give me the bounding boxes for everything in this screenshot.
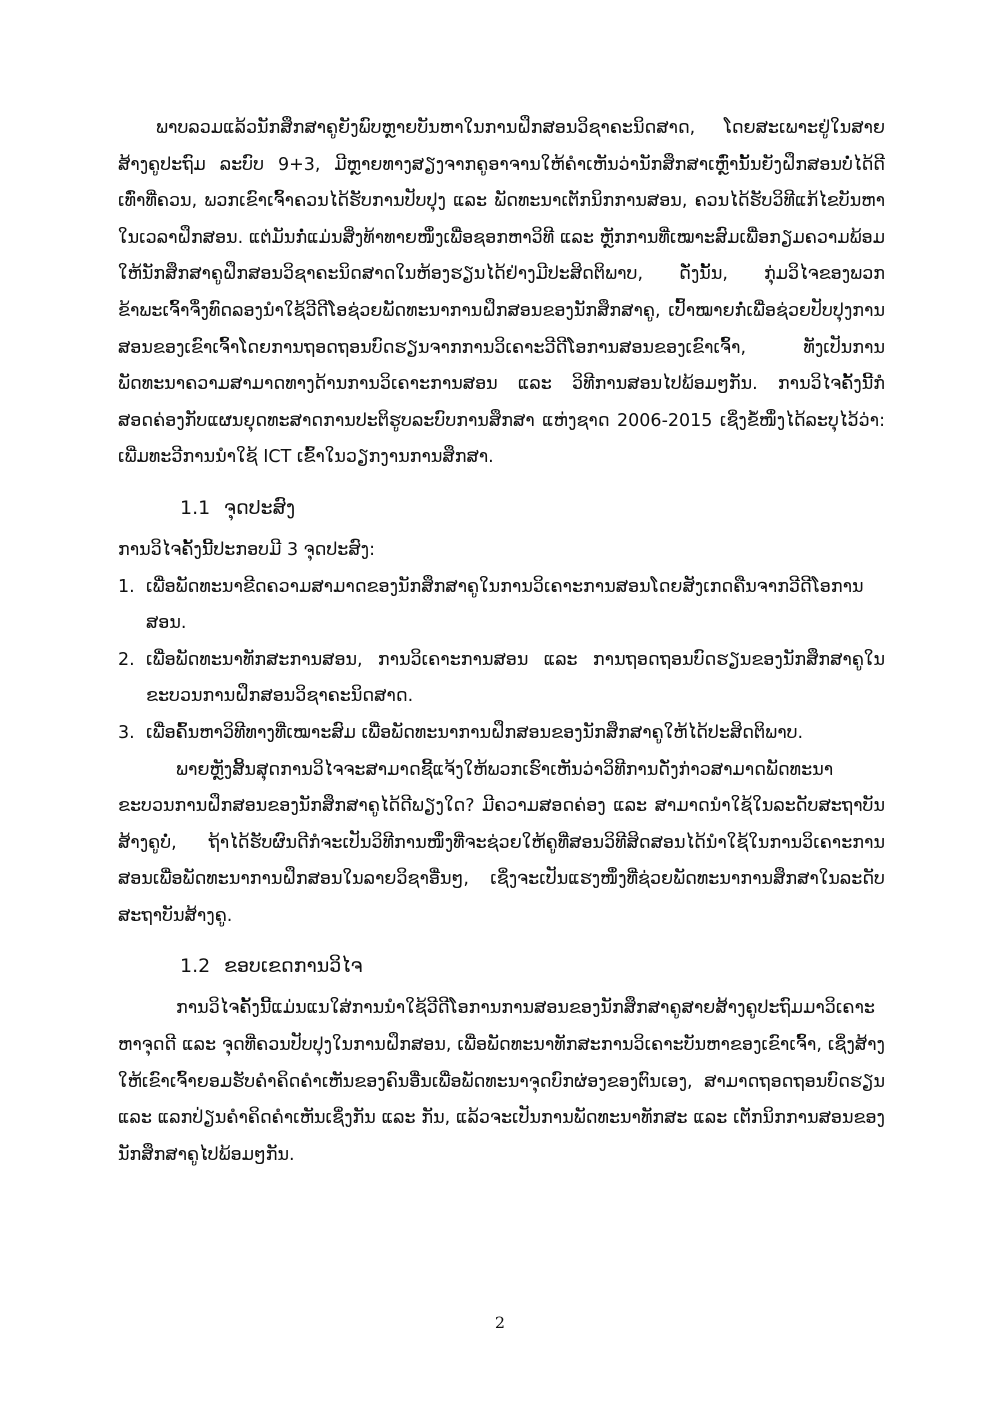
page-number: 2 — [494, 1313, 506, 1332]
objectives-conclusion: ພາຍຫຼັງສິ້ນສຸດການວິໄຈຈະສາມາດຊີ້ແຈ້ງໃຫ້ພວກເຮົາເຫັນວ່າວິທີການດັ່ງກ່າວສາມາດພັດທະນາຂະບວນການຝຶກສອນຂອງນັກສຶກສາຄູໄດ້ດີພຽງໃດ? ມີຄວາມສອດຄ່ອງ ແລະ ສາມາດນໍາໃຊ້ໃນລະດັບສະຖາບັນສ້າງຄູບໍ່, ຖ້າໄດ້ຮັບຜົນດີກໍຈະເປັນວິທີການໜຶ່ງທີ່ຈະຊ່ວຍໃຫ້ຄູທີ່ສອນວິທີສິດສອນໄດ້ນໍາໃຊ້ໃນການວິເຄາະການສອນເພື່ອພັດທະນາການຝຶກສອນໃນລາຍວິຊາອື່ນໆ, ເຊິ່ງຈະເປັນແຮງໜຶ່ງທີ່ຊ່ວຍພັດທະນາການສຶກສາໃນລະດັບສະຖາບັນສ້າງຄູ. — [118, 759, 885, 926]
list-item-text: ເພື່ອພັດທະນາທັກສະການສອນ, ການວິເຄາະການສອນ ແລະ ການຖອດຖອນບົດຮຽນຂອງນັກສຶກສາຄູໃນຂະບວນການຝຶກສອນວິຊາຄະນິດສາດ. — [146, 649, 885, 707]
section-heading-objectives — [180, 490, 885, 526]
section-title: ຈຸດປະສົງ — [224, 496, 296, 519]
list-item-text: ເພື່ອພັດທະນາຂີດຄວາມສາມາດຂອງນັກສຶກສາຄູໃນການວິເຄາະການສອນໂດຍສັງເກດຄືນຈາກວີດີໂອການສອນ. — [146, 576, 864, 634]
list-item-number: 1. — [118, 576, 135, 597]
body-paragraph: ພາບລວມແລ້ວນັກສຶກສາຄູຍັງພົບຫຼາຍບັນຫາໃນການຝຶກສອນວິຊາຄະນິດສາດ, ໂດຍສະເພາະຢູ່ໃນສາຍສ້າງຄູປະຖົມ ລະບົບ 9+3, ມີຫຼາຍທາງສຽງຈາກຄູອາຈານໃຫ້ຄໍາເຫັນວ່ານັກສຶກສາເຫຼົ່ານັ້ນຍັງຝຶກສອນບໍ່ໄດ້ດີເທົ່າທີ່ຄວນ, ພວກເຂົາເຈົ້າຄວນໄດ້ຮັບການປັບປຸງ ແລະ ພັດທະນາເຕັກນິກການສອນ, ຄວນໄດ້ຮັບວິທີແກ້ໄຂບັນຫາໃນເວລາຝຶກສອນ. ແຕ່ມັນກໍ່ແມ່ນສິ່ງທ້າທາຍໜຶ່ງເພື່ອຊອກຫາວິທີ ແລະ ຫຼັກການທີ່ເໝາະສົມເພື່ອກຽມຄວາມພ້ອມໃຫ້ນັກສຶກສາຄູຝຶກສອນວິຊາຄະນິດສາດໃນຫ້ອງຮຽນໄດ້ຢ່າງມີປະສິດຕິພາບ, ດັ່ງນັ້ນ, ກຸ່ມວິໄຈຂອງພວກຂ້າພະເຈົ້າຈຶ່ງທົດລອງນໍາໃຊ້ວີດີໂອຊ່ວຍພັດທະນາການຝຶກສອນຂອງນັກສຶກສາຄູ, ເປົ້າໝາຍກໍ່ເພື່ອຊ່ວຍປັບປຸງການສອນຂອງເຂົາເຈົ້າໂດຍການຖອດຖອນບົດຮຽນຈາກການວິເຄາະວີດີໂອການສອນຂອງເຂົາເຈົ້າ, ທັງເປັນການພັດທະນາຄວາມສາມາດທາງດ້ານການວິເຄາະການສອນ ແລະ ວິທີການສອນໄປພ້ອມໆກັນ. ການວິໄຈຄັ້ງນີ້ກໍສອດຄ່ອງກັບແຜນຍຸດທະສາດການປະຕິຮູບລະບົບການສຶກສາ ແຫ່ງຊາດ 2006-2015 ເຊິ່ງຂໍ້ໜຶ່ງໄດ້ລະບຸໄວ້ວ່າ: ເພີ່ມທະວີການນໍາໃຊ້ ICT ເຂົ້າໃນວຽກງານການສຶກສາ. — [118, 118, 885, 468]
objectives-list — [118, 569, 885, 752]
list-item-number: 2. — [118, 649, 135, 670]
list-item-text: ເພື່ອຄົ້ນຫາວິທີທາງທີ່ເໝາະສົມ ເພື່ອພັດທະນາການຝຶກສອນຂອງນັກສຶກສາຄູໃຫ້ໄດ້ປະສິດຕິພາບ. — [146, 722, 804, 743]
list-item — [118, 642, 885, 715]
section-number: 1.1 — [180, 496, 211, 519]
list-item — [118, 569, 885, 642]
list-item — [118, 715, 885, 752]
list-item-number: 3. — [118, 722, 135, 743]
section-title: ຂອບເຂດການວິໄຈ — [224, 955, 363, 978]
objectives-intro: ການວິໄຈຄັ້ງນີ້ປະກອບມີ 3 ຈຸດປະສົງ: — [118, 539, 375, 560]
section-heading-scope — [180, 948, 885, 984]
section-number: 1.2 — [180, 955, 211, 978]
scope-paragraph: ການວິໄຈຄັ້ງນີ້ແມ່ນແນໃສ່ການນໍາໃຊ້ວີດີໂອການການສອນຂອງນັກສຶກສາຄູສາຍສ້າງຄູປະຖົມມາວິເຄາະຫາຈຸດດີ ແລະ ຈຸດທີ່ຄວນປັບປຸງໃນການຝຶກສອນ, ເພື່ອພັດທະນາທັກສະການວິເຄາະບັນຫາຂອງເຂົາເຈົ້າ, ເຊິ່ງສ້າງໃຫ້ເຂົາເຈົ້າຍອມຮັບຄໍາຄິດຄໍາເຫັນຂອງຄົນອື່ນເພື່ອພັດທະນາຈຸດບົກຜ່ອງຂອງຕົນເອງ, ສາມາດຖອດຖອນບົດຮຽນ ແລະ ແລກປ່ຽນຄໍາຄິດຄໍາເຫັນເຊິ່ງກັນ ແລະ ກັນ, ແລ້ວຈະເປັນການພັດທະນາທັກສະ ແລະ ເຕັກນິກການສອນຂອງນັກສຶກສາຄູໄປພ້ອມໆກັນ. — [118, 998, 885, 1165]
